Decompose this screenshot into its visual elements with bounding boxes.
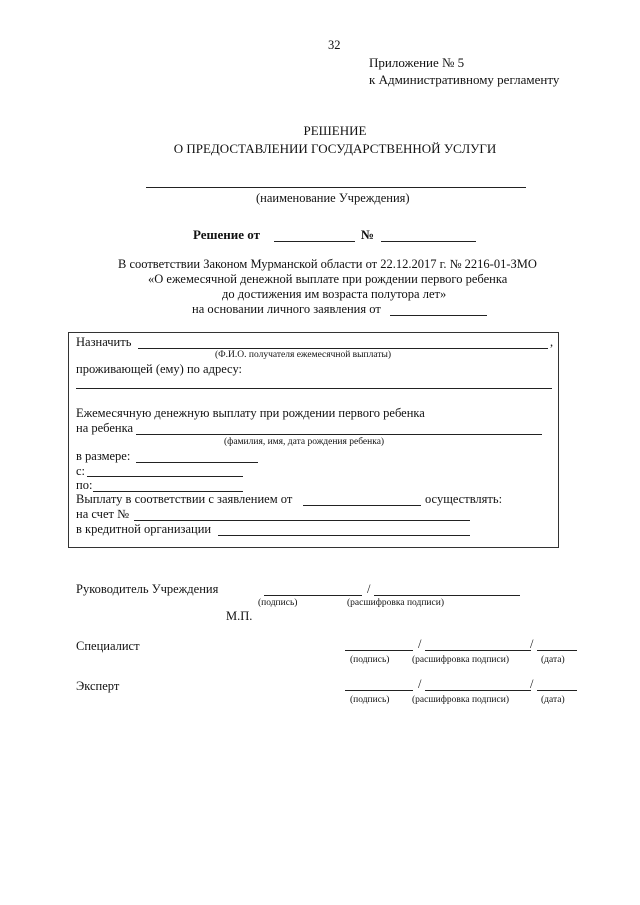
expert-label: Эксперт [76, 679, 120, 693]
payment-label: Ежемесячную денежную выплату при рождении первого ребенка [76, 406, 425, 420]
residing-label: проживающей (ему) по адресу: [76, 362, 242, 376]
head-signature-caption: (подпись) [258, 598, 298, 608]
application-date-line [390, 315, 487, 316]
specialist-date-line [537, 650, 577, 651]
child-caption: (фамилия, имя, дата рождения ребенка) [224, 437, 385, 447]
amount-label: в размере: [76, 449, 131, 463]
decision-date-line [274, 241, 355, 242]
credit-org-line [218, 535, 470, 536]
decision-from-label: Решение от [193, 227, 260, 242]
head-decoding-line [374, 595, 520, 596]
specialist-decoding-caption: (расшифровка подписи) [412, 655, 509, 665]
payment-per-label: Выплату в соответствии с заявлением от [76, 492, 293, 506]
decision-number-line [381, 241, 476, 242]
expert-decoding-caption: (расшифровка подписи) [412, 695, 509, 705]
specialist-signature-line [345, 650, 413, 651]
decision-number-label: № [361, 227, 375, 242]
recipient-caption: (Ф.И.О. получателя ежемесячной выплаты) [215, 350, 392, 360]
child-label: на ребенка [76, 421, 134, 435]
expert-date-line [537, 690, 577, 691]
head-label: Руководитель Учреждения [76, 582, 219, 596]
specialist-slash-2: / [530, 637, 534, 651]
statement-date-line [303, 505, 421, 506]
specialist-date-caption: (дата) [541, 655, 565, 665]
basis-law-title: «О ежемесячной денежной выплате при рождении первого ребенка [148, 272, 508, 286]
period-to-label: по: [76, 478, 93, 492]
document-subtitle: О ПРЕДОСТАВЛЕНИИ ГОСУДАРСТВЕННОЙ УСЛУГИ [173, 141, 497, 156]
assign-label: Назначить [76, 335, 132, 349]
institution-line [146, 187, 526, 188]
head-slash: / [367, 582, 371, 596]
basis-law-title-cont: до достижения им возраста полутора лет» [222, 287, 447, 301]
stamp-label: М.П. [226, 609, 253, 623]
basis-application: на основании личного заявления от [192, 302, 381, 316]
amount-line [136, 462, 258, 463]
account-line [134, 520, 470, 521]
specialist-slash-1: / [418, 637, 422, 651]
address-line [76, 388, 552, 389]
period-from-label: с: [76, 464, 86, 478]
head-signature-line [264, 595, 362, 596]
document-title: РЕШЕНИЕ [303, 123, 367, 138]
account-label: на счет № [76, 507, 130, 521]
basis-law: В соответствии Законом Мурманской области от 22.12.2017 г. № 2216-01-ЗМО [118, 257, 537, 271]
period-from-line [87, 476, 243, 477]
institution-caption: (наименование Учреждения) [256, 191, 410, 205]
expert-date-caption: (дата) [541, 695, 565, 705]
child-line [136, 434, 542, 435]
carry-out-label: осуществлять: [425, 492, 503, 506]
expert-signature-line [345, 690, 413, 691]
recipient-name-line [138, 348, 548, 349]
expert-slash-2: / [530, 677, 534, 691]
expert-decoding-line [425, 690, 531, 691]
credit-org-label: в кредитной организации [76, 522, 212, 536]
specialist-label: Специалист [76, 639, 140, 653]
head-decoding-caption: (расшифровка подписи) [347, 598, 444, 608]
assign-comma: , [550, 335, 554, 349]
appendix-number: Приложение № 5 [369, 55, 465, 70]
expert-signature-caption: (подпись) [350, 695, 390, 705]
page-number: 32 [328, 38, 341, 52]
specialist-decoding-line [425, 650, 531, 651]
specialist-signature-caption: (подпись) [350, 655, 390, 665]
appendix-reference: к Административному регламенту [369, 72, 560, 87]
expert-slash-1: / [418, 677, 422, 691]
